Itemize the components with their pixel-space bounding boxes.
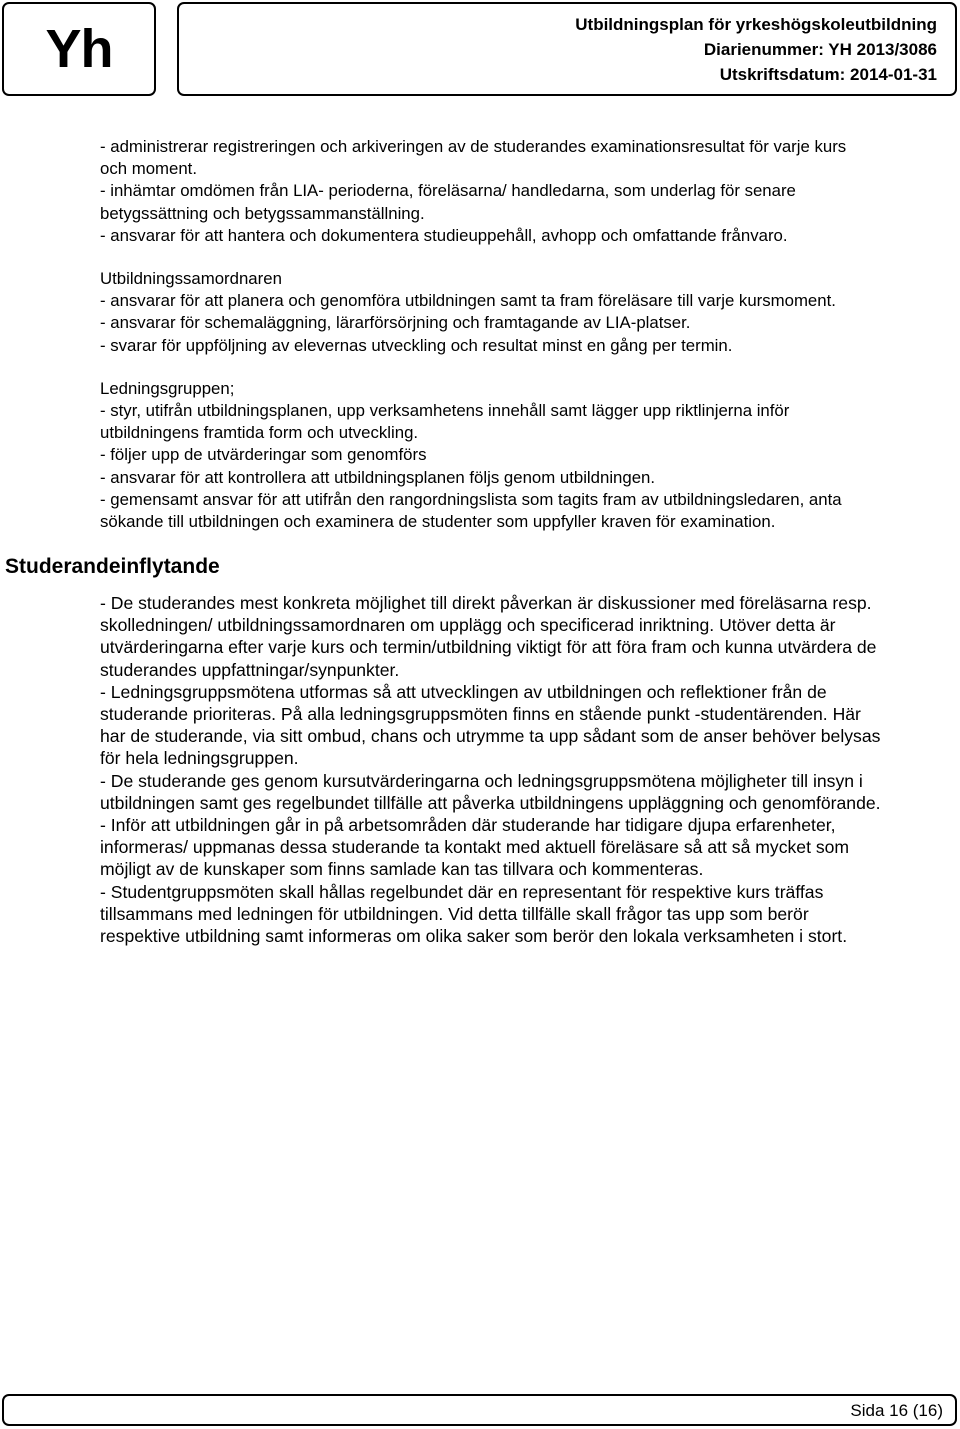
text-line: utbildningens framtida form och utveckling. <box>100 423 419 443</box>
role-heading: Ledningsgruppen; <box>100 378 235 398</box>
text-line: - Studentgruppsmöten skall hållas regelbundet där en representant för respektive kurs träffas <box>100 881 824 902</box>
text-line: och moment. <box>100 159 198 179</box>
text-line: - administrerar registreringen och arkiveringen av de studerandes examinationsresultat för varje kurs <box>100 137 847 156</box>
text-line: sökande till utbildningen och examinera de studenter som uppfyller kraven för examination. <box>100 512 776 532</box>
text-line: - De studerande ges genom kursutvärderingarna och ledningsgruppsmötena möjligheter till insyn i <box>100 770 863 791</box>
text-line: - inhämtar omdömen från LIA- perioderna, föreläsarna/ handledarna, som underlag för senare <box>100 181 796 201</box>
text-line: har de studerande, via sitt ombud, chans och utrymme ta upp sådant som de anser behöver belysas <box>100 726 881 747</box>
yh-logo: Yh <box>45 19 113 79</box>
utskriftsdatum: Utskriftsdatum: 2014-01-31 <box>719 65 937 84</box>
block-utbildningssamordnaren <box>100 268 958 357</box>
text-line: respektive utbildning samt informeras om olika saker som berör den lokala verksamheten i stort. <box>100 926 848 947</box>
roles-content <box>100 136 958 533</box>
text-line: skolledningen/ utbildningssamordnaren om upplägg och specificerad inriktning. Utöver detta är <box>100 615 836 636</box>
studerandeinflytande-content <box>100 592 958 947</box>
block-ledningsgruppen <box>100 378 958 533</box>
text-line: - följer upp de utvärderingar som genomförs <box>100 445 427 465</box>
text-line: - styr, utifrån utbildningsplanen, upp verksamhetens innehåll samt lägger upp riktlinjerna inför <box>100 401 790 421</box>
text-line: tillsammans med ledningen för utbildningen. Vid detta tillfälle skall frågor tas upp som berör <box>100 903 809 924</box>
text-line: - ansvarar för att kontrollera att utbildningsplanen följs genom utbildningen. <box>100 467 656 487</box>
logo-box <box>2 2 156 96</box>
diarienummer: Diarienummer: YH 2013/3086 <box>703 40 937 59</box>
text-line: - ansvarar för schemaläggning, lärarförsörjning och framtagande av LIA-platser. <box>100 313 691 333</box>
role-heading: Utbildningssamordnaren <box>100 269 282 289</box>
document-header <box>177 2 957 96</box>
text-line: - svarar för uppföljning av elevernas utveckling och resultat minst en gång per termin. <box>100 335 733 355</box>
text-line: - ansvarar för att hantera och dokumentera studieuppehåll, avhopp och omfattande frånvaro. <box>100 225 788 245</box>
text-line: utbildningen samt ges regelbundet tillfälle att påverka utbildningens uppläggning och genomförande. <box>100 792 881 813</box>
section-heading: Studerandeinflytande <box>5 555 220 578</box>
text-line: utvärderingarna efter varje kurs och termin/utbildning viktigt för att föra fram och kunna utvärdera de <box>100 637 877 658</box>
text-line: för hela ledningsgruppen. <box>100 748 299 769</box>
block-administration <box>100 136 958 247</box>
text-line: studerande prioriteras. På alla ledningsgruppsmöten finns en stående punkt -studentärenden. Här <box>100 704 861 725</box>
text-line: - gemensamt ansvar för att utifrån den rangordningslista som tagits fram av utbildningsledaren, anta <box>100 489 842 509</box>
text-line: - De studerandes mest konkreta möjlighet till direkt påverkan är diskussioner med föreläsarna resp. <box>100 593 872 613</box>
page-footer <box>2 1394 957 1426</box>
document-title: Utbildningsplan för yrkeshögskoleutbildning <box>575 15 937 34</box>
text-line: - Ledningsgruppsmötena utformas så att utvecklingen av utbildningen och reflektioner från de <box>100 681 827 702</box>
text-line: informeras/ uppmanas dessa studerande ta kontakt med aktuell föreläsare så att så mycket som <box>100 837 850 858</box>
text-line: möjligt av de kunskaper som finns samlade kan tas tillvara och kommenteras. <box>100 859 704 880</box>
text-line: studerandes uppfattningar/synpunkter. <box>100 659 400 680</box>
text-line: - ansvarar för att planera och genomföra utbildningen samt ta fram föreläsare till varje kursmoment. <box>100 291 836 311</box>
text-line: betygssättning och betygssammanställning. <box>100 203 425 223</box>
page-number: Sida 16 (16) <box>850 1401 943 1420</box>
text-line: - Inför att utbildningen går in på arbetsområden där studerande har tidigare djupa erfarenheter, <box>100 815 836 836</box>
